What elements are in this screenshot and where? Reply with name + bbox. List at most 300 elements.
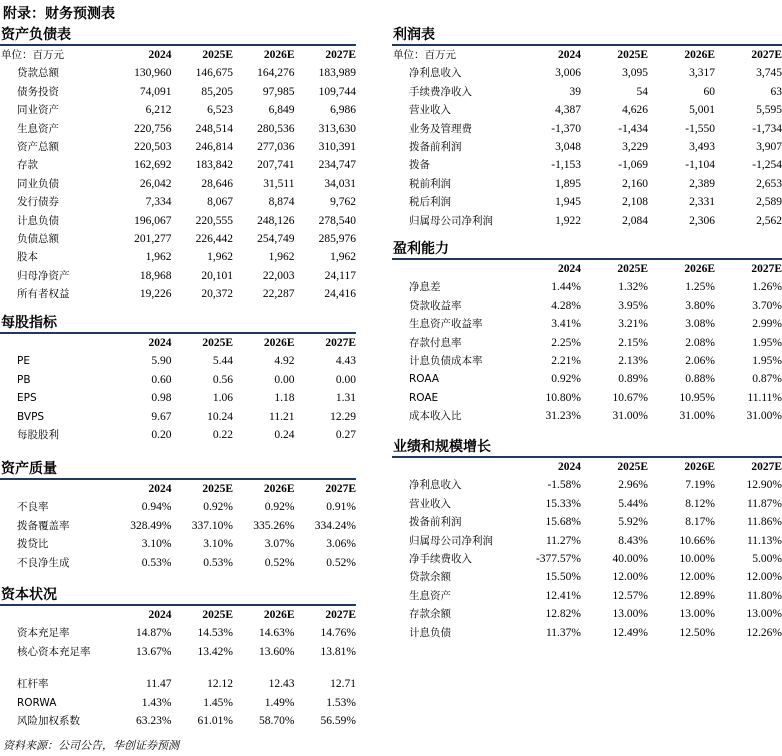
value-cell: 0.00 xyxy=(335,373,356,386)
year-header: 2024 xyxy=(148,609,172,621)
value-cell: 15.33% xyxy=(545,497,581,510)
value-cell: 13.42% xyxy=(197,645,233,658)
value-cell: 3.41% xyxy=(551,318,581,331)
table-row xyxy=(392,83,782,101)
value-cell: 58.70% xyxy=(259,715,295,728)
table-row xyxy=(392,370,782,388)
row-label: 资本充足率 xyxy=(17,627,70,640)
table-row xyxy=(392,101,782,119)
spacer-cell xyxy=(0,661,356,675)
value-cell: 254,749 xyxy=(257,233,295,246)
value-cell: 2.99% xyxy=(752,318,782,331)
value-cell: 334.24% xyxy=(314,519,356,532)
value-cell: 12.89% xyxy=(679,589,715,602)
value-cell: 12.90% xyxy=(746,479,782,492)
value-cell: 3.10% xyxy=(141,538,172,551)
unit-label: 单位：百万元 xyxy=(393,49,456,61)
table-row xyxy=(392,120,782,138)
value-cell: 3.06% xyxy=(326,538,356,551)
value-cell: 1,962 xyxy=(207,251,233,264)
value-cell: 280,536 xyxy=(257,122,295,135)
value-cell: 0.22 xyxy=(212,429,233,442)
row-label: 成本收入比 xyxy=(409,410,462,423)
table-row xyxy=(0,230,356,248)
value-cell: 31.00% xyxy=(612,410,648,423)
value-cell: 2.15% xyxy=(618,336,648,349)
table-row xyxy=(0,352,356,370)
year-header: 2027E xyxy=(325,483,356,495)
value-cell: -1,734 xyxy=(752,122,782,135)
row-label: 负债总额 xyxy=(17,233,59,246)
value-cell: 63.23% xyxy=(136,715,172,728)
row-label: 所有者权益 xyxy=(17,288,70,301)
row-label: 计息负债成本率 xyxy=(409,355,483,368)
table-row xyxy=(0,193,356,211)
value-cell: 63 xyxy=(770,85,782,98)
value-cell: 2,160 xyxy=(622,177,648,190)
value-cell: 2.25% xyxy=(551,336,581,349)
table-row xyxy=(392,605,782,623)
row-label: 净利息收入 xyxy=(409,479,462,492)
value-cell: -377.57% xyxy=(535,553,581,566)
value-cell: 3.07% xyxy=(264,538,295,551)
value-cell: 201,277 xyxy=(134,233,172,246)
value-cell: 0.20 xyxy=(151,429,172,442)
value-cell: 3.70% xyxy=(752,299,782,312)
year-header: 2024 xyxy=(148,49,172,61)
section-title: 每股指标 xyxy=(1,315,57,331)
value-cell: 31.23% xyxy=(545,410,581,423)
header-row xyxy=(0,480,356,498)
value-cell: 13.60% xyxy=(259,645,295,658)
value-cell: 226,442 xyxy=(195,233,233,246)
value-cell: 8.12% xyxy=(685,497,715,510)
value-cell: 234,747 xyxy=(318,159,356,172)
section-title: 利润表 xyxy=(393,27,435,43)
year-header: 2024 xyxy=(558,461,581,473)
value-cell: 31.00% xyxy=(679,410,715,423)
value-cell: 13.00% xyxy=(612,608,648,621)
value-cell: 1.49% xyxy=(264,696,295,709)
value-cell: 14.76% xyxy=(320,627,356,640)
table-row xyxy=(392,334,782,352)
table-row xyxy=(0,408,356,426)
value-cell: 1.18 xyxy=(274,392,295,405)
value-cell: 164,276 xyxy=(257,67,295,80)
value-cell: 1,945 xyxy=(555,196,581,209)
table-row xyxy=(0,371,356,389)
balance-sheet-table xyxy=(0,46,356,304)
value-cell: 12.12 xyxy=(207,678,233,691)
unit-label xyxy=(0,480,110,498)
value-cell: 2.08% xyxy=(685,336,715,349)
value-cell: 220,756 xyxy=(134,122,172,135)
value-cell: 14.63% xyxy=(259,627,295,640)
table-row xyxy=(0,175,356,193)
source-footnote: 资料来源：公司公告，华创证券预测 xyxy=(3,739,179,752)
row-label: ROAA xyxy=(409,373,440,386)
table-row xyxy=(0,83,356,101)
table-row xyxy=(392,175,782,193)
value-cell: 1.32% xyxy=(618,281,648,294)
row-label: RORWA xyxy=(17,696,57,709)
profitability-section xyxy=(392,240,782,426)
value-cell: 13.00% xyxy=(679,608,715,621)
value-cell: 11.37% xyxy=(545,626,581,639)
year-header: 2027E xyxy=(325,337,356,349)
table-row xyxy=(392,212,782,230)
income-statement-table xyxy=(392,46,782,230)
section-title: 资产负债表 xyxy=(1,27,71,43)
value-cell: 1.95% xyxy=(752,336,782,349)
row-label: 业务及管理费 xyxy=(409,122,472,135)
value-cell: 5.00% xyxy=(752,553,782,566)
value-cell: 8.17% xyxy=(685,516,715,529)
year-header: 2027E xyxy=(325,609,356,621)
value-cell: 1.95% xyxy=(752,355,782,368)
table-row xyxy=(392,513,782,531)
value-cell: 196,067 xyxy=(134,214,172,227)
header-row xyxy=(392,260,782,278)
row-label: 拨备覆盖率 xyxy=(17,519,70,532)
value-cell: 0.92% xyxy=(551,373,581,386)
value-cell: 6,849 xyxy=(268,104,295,117)
row-label: 存款余额 xyxy=(409,608,451,621)
year-header: 2026E xyxy=(263,483,295,495)
value-cell: 1,962 xyxy=(145,251,172,264)
row-label: 净手续费收入 xyxy=(409,553,472,566)
value-cell: 5,001 xyxy=(689,104,715,117)
value-cell: 3,006 xyxy=(555,67,581,80)
value-cell: 5.44 xyxy=(212,355,233,368)
value-cell: 12.00% xyxy=(679,571,715,584)
value-cell: 0.91% xyxy=(326,501,356,514)
value-cell: 34,031 xyxy=(324,177,356,190)
value-cell: 183,989 xyxy=(318,67,356,80)
row-label: 拨贷比 xyxy=(17,538,49,551)
spacer-row xyxy=(0,661,356,675)
value-cell: 10.80% xyxy=(545,391,581,404)
row-label: 拨备前利润 xyxy=(409,141,462,154)
value-cell: 11.80% xyxy=(746,589,782,602)
row-label: 归属母公司净利润 xyxy=(409,214,493,227)
value-cell: 3.80% xyxy=(685,299,715,312)
value-cell: 56.59% xyxy=(320,715,356,728)
value-cell: 54 xyxy=(636,85,648,98)
row-label: PB xyxy=(17,373,31,386)
table-row xyxy=(0,64,356,82)
value-cell: 12.82% xyxy=(545,608,581,621)
row-label: 归属母公司净利润 xyxy=(409,534,493,547)
value-cell: 12.00% xyxy=(612,571,648,584)
value-cell: 12.41% xyxy=(545,589,581,602)
value-cell: 31,511 xyxy=(263,177,295,190)
row-label: 净息差 xyxy=(409,281,441,294)
row-label: 拨备 xyxy=(409,159,430,172)
unit-label xyxy=(392,260,514,278)
year-header: 2026E xyxy=(684,263,715,275)
table-row xyxy=(0,535,356,553)
value-cell: 15.68% xyxy=(545,516,581,529)
unit-label: 单位：百万元 xyxy=(1,49,64,61)
value-cell: 19,226 xyxy=(139,288,172,301)
year-header: 2024 xyxy=(558,49,581,61)
row-label: 股本 xyxy=(17,251,38,264)
capital-table xyxy=(0,606,356,730)
table-row xyxy=(392,532,782,550)
row-label: 存款付息率 xyxy=(409,336,462,349)
row-label: 税前利润 xyxy=(409,177,451,190)
value-cell: 2,306 xyxy=(689,214,715,227)
value-cell: 2,108 xyxy=(622,196,648,209)
table-row xyxy=(392,297,782,315)
page-title: 附录：财务预测表 xyxy=(3,6,115,22)
value-cell: 13.81% xyxy=(320,645,356,658)
year-header: 2025E xyxy=(617,461,648,473)
row-label: 债务投资 xyxy=(17,85,59,98)
value-cell: 162,692 xyxy=(134,159,172,172)
value-cell: 277,036 xyxy=(257,141,295,154)
year-header: 2026E xyxy=(263,609,295,621)
value-cell: 10.95% xyxy=(679,391,715,404)
value-cell: 14.87% xyxy=(136,627,172,640)
value-cell: 285,976 xyxy=(318,233,356,246)
value-cell: 12.29 xyxy=(330,410,356,423)
growth-table xyxy=(392,458,782,642)
value-cell: 207,741 xyxy=(257,159,295,172)
value-cell: 2,562 xyxy=(756,214,782,227)
value-cell: 10.67% xyxy=(612,391,648,404)
value-cell: 1.45% xyxy=(203,696,233,709)
year-header: 2025E xyxy=(617,49,648,61)
value-cell: 11.27% xyxy=(545,534,581,547)
value-cell: 60 xyxy=(703,85,715,98)
table-row xyxy=(0,248,356,266)
value-cell: 0.89% xyxy=(618,373,648,386)
row-label: 核心资本充足率 xyxy=(17,645,91,658)
value-cell: 3,493 xyxy=(689,141,715,154)
row-label: 生息资产 xyxy=(17,122,59,135)
row-label: 营业收入 xyxy=(409,497,451,510)
value-cell: 3.10% xyxy=(203,538,233,551)
value-cell: 9,762 xyxy=(330,196,356,209)
value-cell: 8.43% xyxy=(618,534,648,547)
year-header: 2026E xyxy=(263,337,295,349)
value-cell: 183,842 xyxy=(195,159,233,172)
year-header: 2024 xyxy=(148,337,172,349)
section-title: 盈利能力 xyxy=(393,241,449,257)
table-row xyxy=(392,407,782,425)
value-cell: 1.26% xyxy=(752,281,782,294)
value-cell: 328.49% xyxy=(130,519,172,532)
row-label: PE xyxy=(17,355,30,368)
row-label: 生息资产收益率 xyxy=(409,318,483,331)
value-cell: 130,960 xyxy=(134,67,172,80)
value-cell: 0.24 xyxy=(274,429,295,442)
value-cell: 7,334 xyxy=(145,196,172,209)
value-cell: 5.90 xyxy=(151,355,172,368)
row-label: 贷款余额 xyxy=(409,571,451,584)
year-header: 2026E xyxy=(684,49,715,61)
value-cell: 3,095 xyxy=(622,67,648,80)
row-label: 不良净生成 xyxy=(17,556,70,569)
table-row xyxy=(392,389,782,407)
value-cell: 0.52% xyxy=(326,556,356,569)
table-row xyxy=(0,120,356,138)
value-cell: 22,003 xyxy=(262,269,295,282)
value-cell: 0.52% xyxy=(264,556,295,569)
value-cell: 1.31 xyxy=(335,392,356,405)
header-row xyxy=(0,606,356,624)
value-cell: 12.57% xyxy=(612,589,648,602)
year-header: 2025E xyxy=(202,49,233,61)
value-cell: 1.25% xyxy=(685,281,715,294)
row-label: 每股股利 xyxy=(17,429,59,442)
year-header: 2025E xyxy=(617,263,648,275)
header-row xyxy=(0,334,356,352)
value-cell: 6,986 xyxy=(330,104,356,117)
value-cell: -1,069 xyxy=(618,159,648,172)
value-cell: 0.98 xyxy=(151,392,172,405)
value-cell: 9.67 xyxy=(151,410,172,423)
section-title: 资产质量 xyxy=(1,461,57,477)
table-row xyxy=(0,426,356,444)
row-label: 资产总额 xyxy=(17,141,59,154)
value-cell: 4.43 xyxy=(335,355,356,368)
value-cell: 220,555 xyxy=(195,214,233,227)
value-cell: 4,387 xyxy=(555,104,581,117)
value-cell: 12.00% xyxy=(746,571,782,584)
table-row xyxy=(0,712,356,730)
value-cell: 0.00 xyxy=(274,373,295,386)
table-row xyxy=(0,675,356,693)
table-row xyxy=(0,212,356,230)
value-cell: 0.92% xyxy=(203,501,233,514)
value-cell: 13.67% xyxy=(136,645,172,658)
table-row xyxy=(392,568,782,586)
value-cell: 0.60 xyxy=(151,373,172,386)
value-cell: 3,048 xyxy=(555,141,581,154)
year-header: 2024 xyxy=(558,263,581,275)
table-row xyxy=(392,138,782,156)
table-row xyxy=(392,476,782,494)
value-cell: 2,084 xyxy=(622,214,648,227)
table-row xyxy=(0,101,356,119)
value-cell: -1.58% xyxy=(547,479,581,492)
value-cell: 4.28% xyxy=(551,299,581,312)
value-cell: 313,630 xyxy=(318,122,356,135)
row-label: 不良率 xyxy=(17,501,49,514)
header-row xyxy=(392,458,782,476)
value-cell: 24,416 xyxy=(324,288,356,301)
table-row xyxy=(0,554,356,572)
value-cell: 2,331 xyxy=(689,196,715,209)
row-label: 存款 xyxy=(17,159,38,172)
row-label: 贷款总额 xyxy=(17,67,59,80)
value-cell: 4,626 xyxy=(622,104,648,117)
value-cell: 15.50% xyxy=(545,571,581,584)
value-cell: 40.00% xyxy=(612,553,648,566)
row-label: EPS xyxy=(17,392,37,405)
value-cell: 61.01% xyxy=(197,715,233,728)
row-label: 计息负债 xyxy=(17,214,59,227)
year-header: 2026E xyxy=(263,49,295,61)
year-header: 2025E xyxy=(202,609,233,621)
value-cell: 3.08% xyxy=(685,318,715,331)
table-row xyxy=(392,495,782,513)
row-label: 拨备前利润 xyxy=(409,516,462,529)
value-cell: 5,595 xyxy=(756,104,782,117)
value-cell: 146,675 xyxy=(195,67,233,80)
table-row xyxy=(392,587,782,605)
value-cell: -1,254 xyxy=(752,159,782,172)
row-label: 同业资产 xyxy=(17,104,59,117)
value-cell: 11.11% xyxy=(747,391,782,404)
table-row xyxy=(0,643,356,661)
row-label: 营业收入 xyxy=(409,104,451,117)
year-header: 2025E xyxy=(202,483,233,495)
table-row xyxy=(0,498,356,516)
row-label: 净利息收入 xyxy=(409,67,462,80)
value-cell: 5.92% xyxy=(618,516,648,529)
value-cell: 0.88% xyxy=(685,373,715,386)
row-label: 手续费净收入 xyxy=(409,85,472,98)
value-cell: 20,372 xyxy=(201,288,233,301)
row-label: 杠杆率 xyxy=(17,678,49,691)
year-header: 2024 xyxy=(148,483,172,495)
value-cell: 13.00% xyxy=(746,608,782,621)
header-row xyxy=(392,46,782,64)
row-label: 发行债券 xyxy=(17,196,59,209)
value-cell: 1.06 xyxy=(212,392,233,405)
value-cell: 0.27 xyxy=(335,429,356,442)
value-cell: 0.53% xyxy=(203,556,233,569)
value-cell: 2.21% xyxy=(551,355,581,368)
header-row xyxy=(0,46,356,64)
value-cell: 12.50% xyxy=(679,626,715,639)
asset-quality-section xyxy=(0,460,356,572)
year-header: 2026E xyxy=(684,461,715,473)
value-cell: 12.26% xyxy=(746,626,782,639)
table-row xyxy=(0,156,356,174)
value-cell: 335.26% xyxy=(253,519,295,532)
value-cell: 2.96% xyxy=(618,479,648,492)
value-cell: 10.00% xyxy=(679,553,715,566)
table-row xyxy=(0,389,356,407)
row-label: 同业负债 xyxy=(17,177,59,190)
value-cell: -1,370 xyxy=(551,122,581,135)
row-label: 计息负债 xyxy=(409,626,451,639)
per-share-section xyxy=(0,314,356,444)
value-cell: 1,922 xyxy=(555,214,581,227)
balance-sheet-section xyxy=(0,26,356,304)
capital-section xyxy=(0,586,356,730)
value-cell: 4.92 xyxy=(274,355,295,368)
value-cell: 248,514 xyxy=(195,122,233,135)
table-row xyxy=(392,352,782,370)
per-share-table xyxy=(0,334,356,444)
value-cell: 0.92% xyxy=(264,501,295,514)
value-cell: 0.94% xyxy=(141,501,172,514)
value-cell: 5.44% xyxy=(618,497,648,510)
growth-section xyxy=(392,438,782,642)
value-cell: 109,744 xyxy=(318,85,356,98)
value-cell: 11.87% xyxy=(746,497,782,510)
value-cell: -1,104 xyxy=(685,159,715,172)
value-cell: 1.53% xyxy=(326,696,356,709)
table-row xyxy=(392,550,782,568)
value-cell: 12.49% xyxy=(612,626,648,639)
